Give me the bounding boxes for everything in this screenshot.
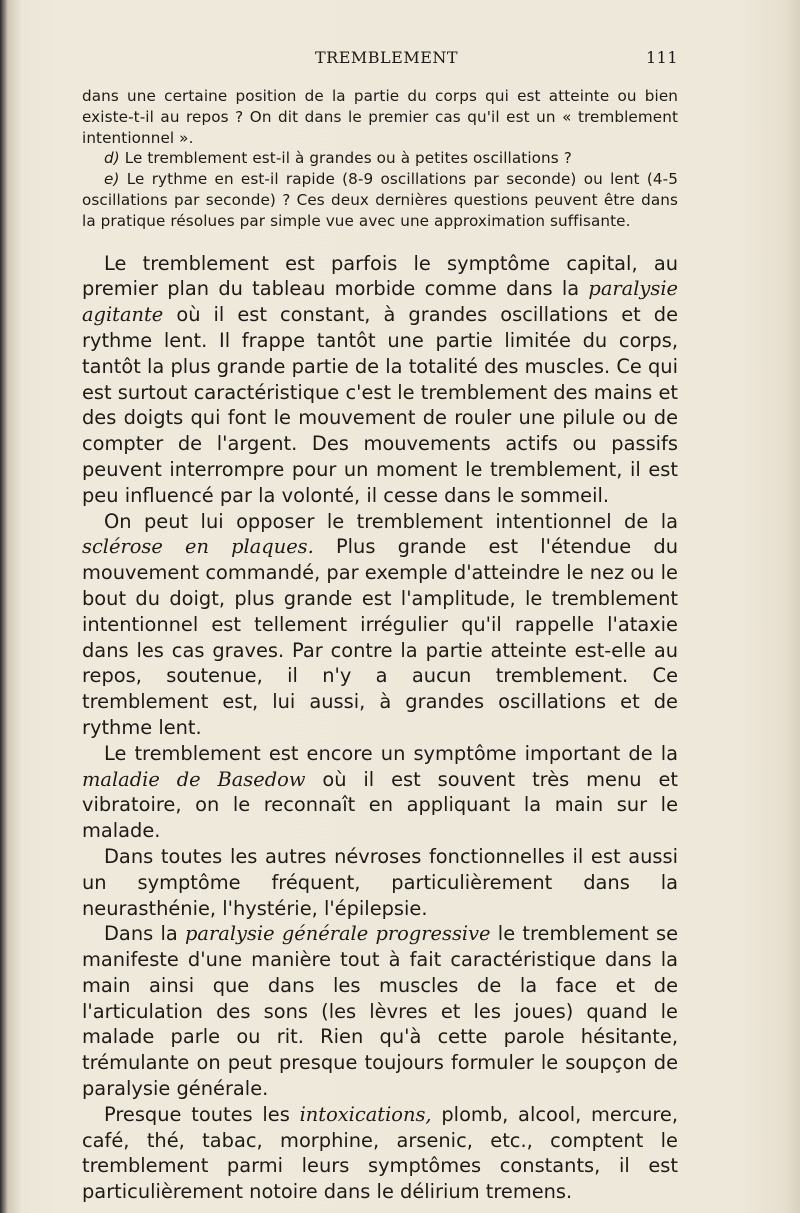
page-number: 111	[645, 48, 678, 67]
question-label: d)	[104, 149, 120, 168]
paragraph-text: Dans la	[104, 922, 186, 946]
italic-term: intoxications,	[299, 1102, 432, 1126]
paragraph-intoxications	[82, 1102, 678, 1205]
paragraph-nevroses	[82, 844, 678, 921]
paragraph-paralysie-agitante	[82, 251, 678, 509]
paragraph-text: Le tremblement est parfois le symptôme capital, au premier plan du tableau morbide comme dans la	[82, 251, 678, 301]
paragraph-text: plomb, alcool, mercure, café, thé, tabac, morphine, arsenic, etc., comptent le tremblement parmi leurs symptômes constants, il est particulièrement notoire dans le délirium tremens.	[82, 1102, 678, 1204]
question-label: e)	[104, 170, 120, 189]
question-text: Le rythme en est-il rapide (8-9 oscillations par seconde) ou lent (4-5 oscillations par seconde) ? Ces deux dernières questions peuvent être dans la pratique résolues par simple vue avec une approximation suffisante.	[82, 170, 678, 230]
running-title: TREMBLEMENT	[315, 48, 459, 67]
paragraph-text: où il est souvent très menu et vibratoire, on le reconnaît en appliquant la main sur le malade.	[82, 767, 678, 843]
italic-term: paralysie générale progressive	[185, 922, 491, 946]
question-text: Le tremblement est-il à grandes ou à petites oscillations ?	[119, 149, 572, 168]
paragraph-text: Plus grande est l'étendue du mouvement commandé, par exemple d'atteindre le nez ou le bout du doigt, plus grande est l'amplitude, le tremblement intentionnel est tellement irrégulier qu'il rappelle l'ataxie dans les cas graves. Par contre la partie atteinte est-elle au repos, soutenue, il n'y a aucun tremblement. Ce tremblement est, lui aussi, à grandes oscillations et de rythme lent.	[82, 535, 678, 739]
italic-term: sclérose en plaques.	[82, 535, 314, 559]
italic-term: maladie de Basedow	[82, 767, 306, 791]
question-continuation	[82, 86, 678, 148]
body-text	[82, 251, 678, 1205]
paragraph-basedow	[82, 741, 678, 844]
question-list	[82, 86, 678, 232]
paragraph-text: Le tremblement est encore un symptôme important de la	[104, 741, 678, 765]
question-d	[82, 148, 678, 169]
question-text: dans une certaine position de la partie du corps qui est atteinte ou bien existe-t-il au repos ? On dit dans le premier cas qu'il est un « tremblement intentionnel ».	[82, 87, 678, 147]
paragraph-text: Presque toutes les	[104, 1102, 300, 1126]
paragraph-paralysie-generale	[82, 921, 678, 1102]
running-header	[82, 44, 678, 72]
paragraph-text: On peut lui opposer le tremblement intentionnel de la	[104, 509, 678, 533]
question-e	[82, 169, 678, 231]
book-page	[82, 44, 678, 1205]
paragraph-sclerose-en-plaques	[82, 509, 678, 741]
paragraph-text: le tremblement se manifeste d'une manière tout à fait caractéristique dans la main ainsi que dans les muscles de la face et de l'articulation des sons (les lèvres et les joues) quand le malade parle ou rit. Rien qu'à cette parole hésitante, trémulante on peut presque toujours formuler le soupçon de paralysie générale.	[82, 922, 678, 1101]
italic-term: paralysie agitante	[82, 277, 678, 327]
paragraph-text: Dans toutes les autres névroses fonctionnelles il est aussi un symptôme fréquent, particulièrement dans la neurasthénie, l'hystérie, l'épilepsie.	[82, 844, 678, 920]
paragraph-text: où il est constant, à grandes oscillations et de rythme lent. Il frappe tantôt une partie limitée du corps, tantôt la plus grande partie de la totalité des muscles. Ce qui est surtout caractéristique c'est le tremblement des mains et des doigts qui font le mouvement de rouler une pilule ou de compter de l'argent. Des mouvements actifs ou passifs peuvent interrompre pour un moment le tremblement, il est peu influencé par la volonté, il cesse dans le sommeil.	[82, 303, 678, 507]
